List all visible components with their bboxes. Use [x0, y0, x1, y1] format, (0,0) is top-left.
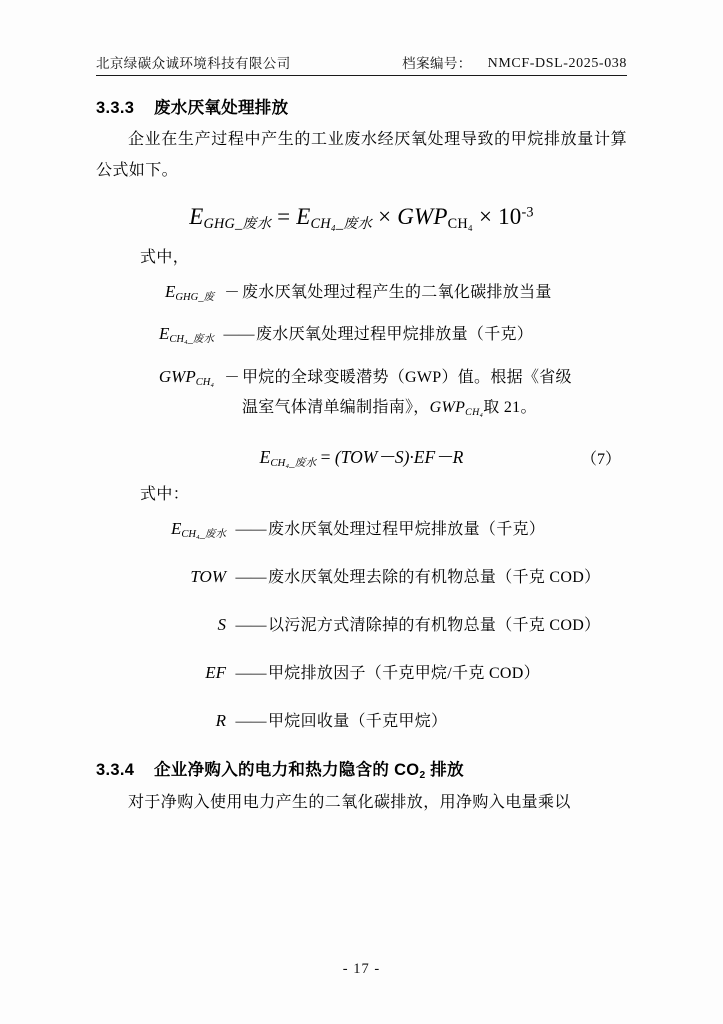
formula-equals: =	[277, 204, 291, 229]
header-code-value: NMCF-DSL-2025-038	[487, 56, 627, 71]
formula-times-1: ×	[378, 204, 392, 229]
definition-symbol-base: E	[170, 518, 182, 538]
definition-text-line2-post: 取 21。	[483, 398, 537, 416]
header-code-label: 档案编号：	[402, 56, 472, 71]
definition-symbol-sub: CH₄_废水	[169, 333, 214, 345]
header-company-name: 北京绿碳众诚环境科技有限公司	[96, 56, 291, 71]
definition-text	[242, 363, 627, 428]
section-number-334: 3.3.4	[96, 760, 135, 779]
definition-text: 废水厌氧处理过程甲烷排放量（千克）	[256, 325, 534, 343]
formula-gwp-subscript: CH₄	[447, 215, 473, 232]
section-title-334-post: 排放	[425, 760, 464, 779]
definition-dash: ——	[223, 325, 255, 343]
shizhong-label-2: 式中：	[140, 485, 190, 503]
definition-row	[96, 612, 627, 640]
definition-row	[96, 321, 627, 349]
formula-exponent: -3	[521, 204, 534, 221]
definition-row	[96, 363, 627, 428]
definition-symbol-base: S	[217, 614, 226, 634]
definition-text-line2-italic: GWP	[429, 398, 466, 416]
definition-symbol-sub: CH₄_废水	[181, 528, 226, 540]
formula2-lhs-subscript: CH₄_废水	[270, 456, 317, 469]
definition-text: 废水厌氧处理过程甲烷排放量（千克）	[268, 520, 546, 538]
definition-dash: ——	[235, 712, 267, 730]
definition-symbol	[96, 282, 222, 304]
definition-symbol-base: E	[158, 323, 170, 343]
section-334-paragraph: 对于净购入使用电力产生的二氧化碳排放，用净购入电量乘以	[128, 793, 571, 811]
definition-text-line2-pre: 温室气体清单编制指南》，	[242, 398, 430, 416]
definition-symbol-base: GWP	[158, 366, 196, 386]
definition-symbol	[96, 711, 234, 732]
formula2-lhs-symbol: E	[259, 446, 271, 467]
formula-lhs-subscript: GHG_废水	[203, 215, 272, 232]
definition-text: 甲烷排放因子（千克甲烷/千克 COD）	[268, 664, 540, 682]
formula-rhs-symbol: E	[296, 204, 311, 229]
section-number-333: 3.3.3	[96, 99, 135, 117]
formula-gwp: GWP	[397, 204, 448, 229]
formula-base: 10	[498, 204, 522, 229]
formula-rhs-subscript: CH₄_废水	[310, 215, 373, 232]
definition-symbol	[96, 519, 234, 541]
definition-row	[96, 708, 627, 736]
page-footer: - 17 -	[342, 961, 381, 977]
definition-symbol-sub: GHG_废	[175, 291, 214, 303]
header-archive-code	[402, 52, 627, 72]
definition-dash: －	[224, 368, 240, 386]
definition-dash: ——	[235, 664, 267, 682]
definition-text: 废水厌氧处理去除的有机物总量（千克 COD）	[268, 568, 601, 586]
definition-dash: ——	[235, 616, 267, 634]
formula2-number: （7）	[580, 450, 621, 468]
definition-text: 以污泥方式清除掉的有机物总量（千克 COD）	[268, 616, 601, 634]
definition-symbol-sub: CH₄	[195, 376, 214, 388]
section-heading-334	[96, 756, 627, 781]
definition-row	[96, 564, 627, 592]
definition-symbol	[96, 324, 222, 346]
definition-symbol-base: EF	[205, 662, 226, 682]
section-title-334-pre: 企业净购入的电力和热力隐含的 CO	[154, 760, 420, 779]
shizhong-label-1: 式中，	[140, 248, 190, 266]
section-heading-333	[96, 94, 627, 118]
definition-symbol-base: TOW	[190, 566, 226, 586]
definition-text-line2-italic-sub: CH₄	[465, 406, 484, 418]
page-content	[96, 86, 627, 820]
page-header	[96, 46, 627, 76]
definition-dash: ——	[235, 520, 267, 538]
definition-symbol	[96, 567, 234, 588]
formula2-body: (TOW－S)·EF－R	[334, 446, 464, 467]
definition-symbol-base: R	[215, 710, 226, 730]
definition-symbol	[96, 615, 234, 636]
definition-row	[96, 516, 627, 544]
definition-row	[96, 660, 627, 688]
definition-text: 废水厌氧处理过程产生的二氧化碳排放当量	[242, 283, 552, 301]
formula-times-2: ×	[478, 204, 493, 229]
section-title-334-sub: 2	[419, 769, 426, 781]
definition-row	[96, 279, 627, 307]
definition-list-lower	[96, 516, 627, 736]
definition-text-line1: 甲烷的全球变暖潜势（GWP）值。根据《省级	[242, 368, 572, 386]
definition-dash: －	[224, 283, 240, 301]
formula2-equals: =	[320, 446, 331, 467]
definition-symbol-base: E	[164, 281, 176, 301]
definition-dash: ——	[235, 568, 267, 586]
definition-symbol	[96, 367, 222, 388]
section-333-paragraph: 企业在生产过程中产生的工业废水经厌氧处理导致的甲烷排放量计算公式如下。	[96, 131, 627, 179]
formula-ghg-wastewater	[96, 204, 627, 233]
definition-list-upper	[96, 279, 627, 428]
section-title-333: 废水厌氧处理排放	[154, 99, 289, 117]
definition-text: 甲烷回收量（千克甲烷）	[268, 712, 448, 730]
formula-ch4-wastewater	[96, 444, 627, 470]
formula-lhs-symbol: E	[189, 204, 204, 229]
definition-symbol	[96, 663, 234, 684]
